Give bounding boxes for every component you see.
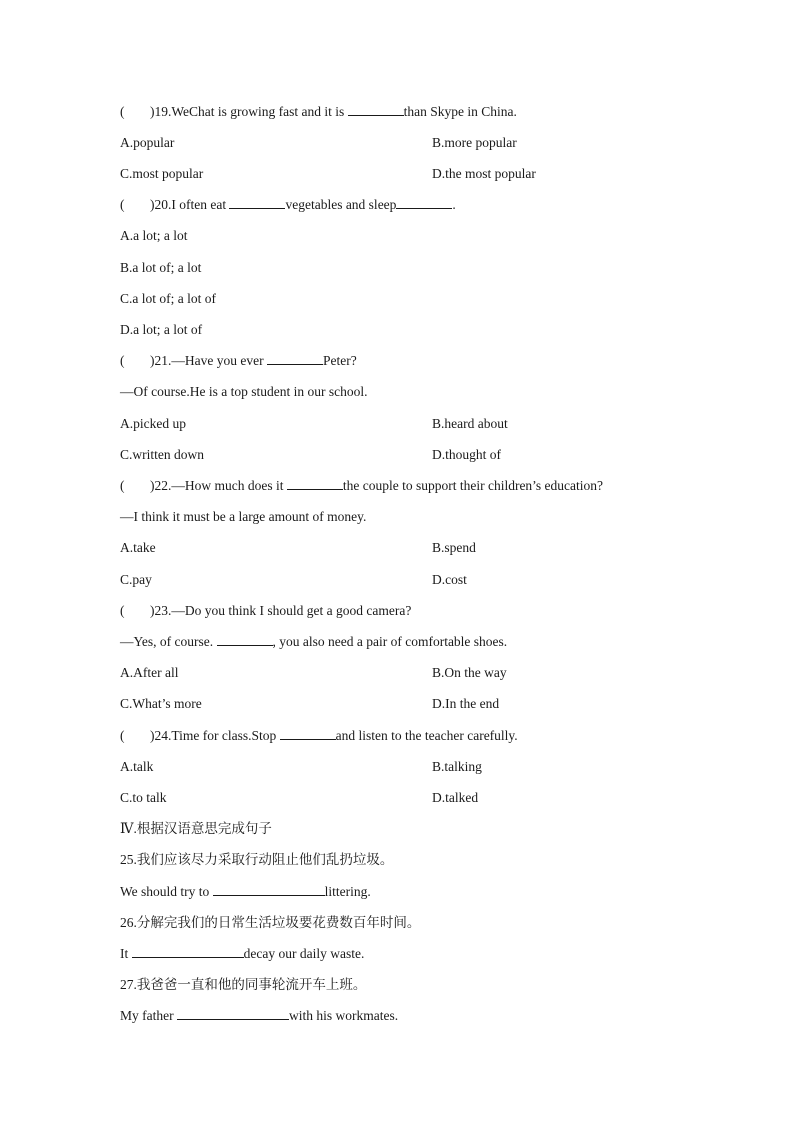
- option-c: C.What’s more: [120, 696, 202, 711]
- answer-bracket: (: [120, 104, 125, 119]
- option-c: C.a lot of; a lot of: [120, 291, 216, 306]
- answer-blank: [177, 1006, 289, 1020]
- answer-blank: [217, 632, 273, 646]
- option-a: A.a lot; a lot: [120, 228, 188, 243]
- option-b: B.a lot of; a lot: [120, 260, 202, 275]
- option-b: B.heard about: [432, 416, 508, 431]
- option-d: D.a lot; a lot of: [120, 322, 203, 337]
- option-c: C.written down: [120, 447, 204, 462]
- dialog-start: —Yes, of course.: [120, 634, 217, 649]
- translation-prompt-25: 25.我们应该尽力采取行动阻止他们乱扔垃圾。: [120, 852, 394, 867]
- option-d: D.In the end: [432, 696, 500, 711]
- sentence-start: It: [120, 946, 132, 961]
- dialog-end: , you also need a pair of comfortable shoes.: [272, 634, 508, 649]
- dialog-reply: [120, 632, 507, 652]
- question-stem-end: than Skype in China.: [403, 104, 517, 119]
- question-stem: )24.Time for class.Stop: [150, 728, 280, 743]
- question-stem: )22.—How much does it: [150, 478, 287, 493]
- option-c: C.to talk: [120, 790, 167, 805]
- question-24: [120, 726, 518, 746]
- question-stem: )19.WeChat is growing fast and it is: [150, 104, 348, 119]
- question-23: [120, 601, 411, 621]
- answer-bracket: (: [120, 478, 125, 493]
- answer-blank: [348, 102, 404, 116]
- sentence-start: My father: [120, 1008, 177, 1023]
- sentence-end: littering.: [324, 884, 371, 899]
- option-d: D.talked: [432, 790, 479, 805]
- translation-answer-25: [120, 882, 371, 902]
- answer-bracket: (: [120, 197, 125, 212]
- question-stem: )20.I often eat: [150, 197, 230, 212]
- question-21: [120, 351, 357, 371]
- dialog-reply: —I think it must be a large amount of money.: [120, 509, 367, 524]
- question-stem-end: the couple to support their children’s education?: [342, 478, 604, 493]
- option-d: D.the most popular: [432, 166, 536, 181]
- answer-bracket: (: [120, 728, 125, 743]
- option-d: D.thought of: [432, 447, 501, 462]
- question-22: [120, 476, 603, 496]
- translation-prompt-27: 27.我爸爸一直和他的同事轮流开车上班。: [120, 977, 367, 992]
- translation-answer-27: [120, 1006, 398, 1026]
- question-stem: )21.—Have you ever: [150, 353, 267, 368]
- option-a: A.picked up: [120, 416, 186, 431]
- answer-bracket: (: [120, 603, 125, 618]
- question-19: [120, 102, 517, 122]
- answer-blank: [280, 726, 336, 740]
- option-a: A.talk: [120, 759, 154, 774]
- answer-blank: [396, 195, 452, 209]
- option-a: A.popular: [120, 135, 175, 150]
- question-stem: )23.—Do you think I should get a good camera?: [150, 603, 412, 618]
- option-b: B.On the way: [432, 665, 507, 680]
- sentence-start: We should try to: [120, 884, 213, 899]
- option-c: C.pay: [120, 572, 152, 587]
- answer-blank: [267, 351, 323, 365]
- option-b: B.talking: [432, 759, 482, 774]
- sentence-end: decay our daily waste.: [243, 946, 365, 961]
- option-b: B.more popular: [432, 135, 517, 150]
- answer-blank: [287, 476, 343, 490]
- option-c: C.most popular: [120, 166, 204, 181]
- question-stem-end: Peter?: [322, 353, 357, 368]
- question-20: [120, 195, 456, 215]
- section-heading: Ⅳ.根据汉语意思完成句子: [120, 821, 272, 836]
- option-a: A.take: [120, 540, 156, 555]
- answer-bracket: (: [120, 353, 125, 368]
- translation-prompt-26: 26.分解完我们的日常生活垃圾要花费数百年时间。: [120, 915, 421, 930]
- option-b: B.spend: [432, 540, 476, 555]
- question-stem-end: and listen to the teacher carefully.: [335, 728, 518, 743]
- translation-answer-26: [120, 944, 364, 964]
- option-d: D.cost: [432, 572, 467, 587]
- option-a: A.After all: [120, 665, 179, 680]
- answer-blank: [132, 944, 244, 958]
- answer-blank: [213, 882, 325, 896]
- answer-blank: [229, 195, 285, 209]
- question-stem-end: .: [452, 197, 456, 212]
- sentence-end: with his workmates.: [288, 1008, 399, 1023]
- dialog-reply: —Of course.He is a top student in our school.: [120, 384, 368, 399]
- question-stem-mid: vegetables and sleep: [285, 197, 397, 212]
